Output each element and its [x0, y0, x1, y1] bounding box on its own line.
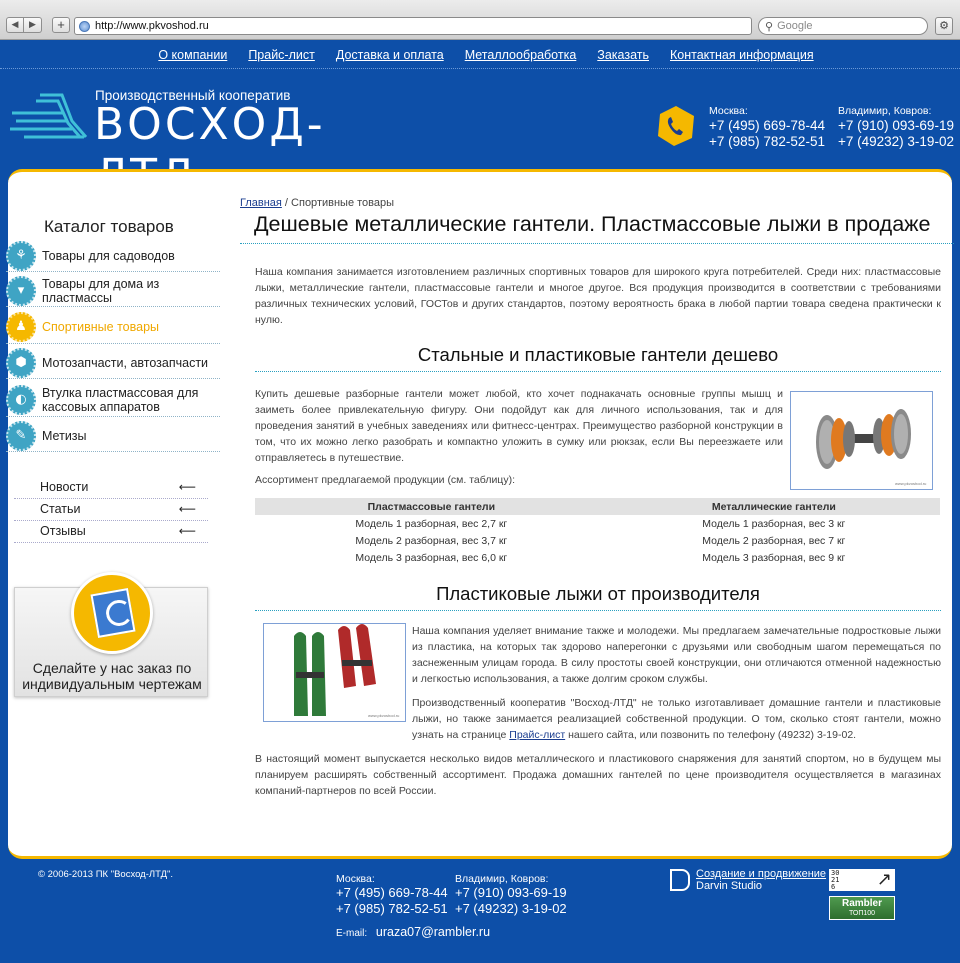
phone-number[interactable]: +7 (985) 782-52-51 [336, 901, 448, 916]
blueprint-icon [71, 572, 153, 654]
section-title-skis: Пластиковые лыжи от производителя [255, 583, 941, 611]
assortment-label: Ассортимент предлагаемой продукции (см. таблицу): [255, 474, 515, 486]
table-cell: Модель 3 разборная, вес 6,0 кг [355, 551, 508, 564]
logo-subtitle: Производственный кооператив [95, 88, 291, 103]
sidebar-item-label: Товары для садоводов [42, 249, 175, 263]
city-moscow: Москва: [336, 873, 375, 885]
sidebar-item-hardware[interactable] [6, 421, 220, 452]
sidebar-link-articles[interactable] [14, 502, 208, 521]
globe-icon [79, 21, 90, 32]
email-link[interactable]: uraza07@rambler.ru [375, 925, 491, 939]
sidebar-link-reviews[interactable] [14, 524, 208, 543]
contacts-vladimir [838, 105, 954, 150]
menu-delivery[interactable]: Доставка и оплата [335, 48, 444, 62]
footer-contacts-vladimir [455, 873, 567, 917]
intro-paragraph: Наша компания занимается изготовлением различных спортивных товаров для широкого круга потребителей. Среди них: пластмассовые лыжи, металлические гантели, пластмассовые гантели и многое другое. Вся продукция производится в соответствии с требованиями различных технических условий, ГОСТов и других стандартов, поэтому вероятность брака в любой партии товара сведена практически к нулю. [255, 266, 941, 326]
studio-credit [670, 868, 826, 892]
menu-contacts[interactable]: Контактная информация [670, 48, 814, 62]
menu-order[interactable]: Заказать [597, 48, 649, 62]
table-row [255, 549, 940, 566]
table-row [255, 515, 940, 532]
table-cell: Модель 1 разборная, вес 3 кг [702, 517, 846, 530]
breadcrumb [240, 197, 394, 209]
sidebar-link-label: Отзывы [40, 524, 86, 538]
contacts-moscow [709, 105, 825, 150]
search-input[interactable] [758, 17, 928, 35]
catalog-title: Каталог товаров [44, 217, 174, 236]
phone-number[interactable]: +7 (49232) 3-19-02 [455, 901, 567, 916]
sidebar-item-sport[interactable] [6, 311, 220, 344]
section-title-dumbbells: Стальные и пластиковые гантели дешево [255, 344, 941, 372]
custom-order-banner[interactable] [14, 587, 208, 697]
sidebar-item-moto[interactable] [6, 348, 220, 379]
new-tab-button[interactable]: + [52, 17, 70, 33]
dumbbell-illustration [791, 392, 932, 489]
table-cell: Модель 2 разборная, вес 3,7 кг [355, 534, 508, 547]
arrow-left-icon: ⟵ [178, 480, 196, 494]
dumbbells-paragraph: Купить дешевые разборные гантели может любой, кто хочет поднакачать основные группы мышц и заиметь более привлекательную фигуру. Они подойдут как для личного использования, так и для проведения занятий в учебных заведениях или фитнесс-центрах. Преимущество разборной конструкции в том, что их можно легко разобрать и компактно уложить в сумку или рюкзак, если Вы переезжаете или отправляетесь в путешествие. [255, 388, 783, 464]
menu-metalworking[interactable]: Металлообработка [464, 48, 577, 62]
phone-icon [656, 104, 696, 148]
table-header: Металлические гантели [608, 498, 940, 515]
sidebar-item-sleeve[interactable] [6, 383, 220, 417]
table-cell: Модель 3 разборная, вес 9 кг [702, 551, 846, 564]
screw-icon: ✎ [6, 421, 36, 451]
gear-part-icon: ⬢ [6, 348, 36, 378]
skis-image[interactable] [263, 623, 406, 722]
top-menu [0, 41, 960, 69]
counter-line: 6 [831, 883, 836, 891]
phone-number[interactable]: +7 (495) 669-78-44 [709, 118, 825, 133]
sidebar-item-label: Мотозапчасти, автозапчасти [42, 356, 209, 370]
bowling-pin-icon: ♟ [6, 312, 36, 342]
sleeve-icon: ◐ [6, 385, 36, 415]
sidebar-item-garden[interactable] [6, 241, 220, 272]
table-header: Пластмассовые гантели [255, 498, 608, 515]
logo-mark-icon [10, 91, 90, 143]
phone-number[interactable]: +7 (910) 093-69-19 [455, 885, 567, 900]
garden-icon: ⚘ [6, 241, 36, 271]
sidebar-item-label: Метизы [42, 429, 87, 443]
studio-name: Darvin Studio [696, 880, 763, 892]
rambler-top100-badge[interactable] [829, 896, 895, 920]
breadcrumb-home[interactable]: Главная [240, 197, 282, 209]
back-icon[interactable]: ◀ [6, 17, 24, 33]
sidebar-link-label: Статьи [40, 502, 81, 516]
menu-price[interactable]: Прайс-лист [248, 48, 315, 62]
dumbbell-image[interactable] [790, 391, 933, 490]
sidebar-item-label: Спортивные товары [42, 320, 160, 334]
url-text: http://www.pkvoshod.ru [95, 20, 209, 32]
cooperative-text-start: Производственный кооператив "Восход-ЛТД" не только изготавливает домашние гантели и пластиковые лыжи, но также занимается реализацией собственной продукции. О том, сколько стоят гантели, можно узнать на странице [412, 697, 941, 741]
settings-gear-icon[interactable]: ⚙ [935, 17, 953, 35]
custom-order-text: Сделайте у нас заказ по индивидуальным чертежам [22, 660, 202, 692]
sidebar-item-label: Товары для дома из пластмассы [42, 277, 160, 305]
browser-toolbar [0, 0, 960, 40]
cooperative-text-end: нашего сайта, или позвонить по телефону (49232) 3-19-02. [565, 729, 857, 741]
menu-about[interactable]: О компании [158, 48, 228, 62]
cooperative-paragraph [412, 695, 941, 743]
closing-paragraph: В настоящий момент выпускается несколько видов металлического и пластикового снаряжения для занятий спортом, но в будущем мы планируем расширять собственный ассортимент. Продажа домашних гантелей по цене производителя осуществляется в магазинах компаний-партнеров по всей России. [255, 753, 941, 797]
phone-number[interactable]: +7 (495) 669-78-44 [336, 885, 448, 900]
site-logo[interactable] [10, 87, 410, 153]
phone-number[interactable]: +7 (985) 782-52-51 [709, 134, 825, 149]
table-cell: Модель 2 разборная, вес 7 кг [702, 534, 846, 547]
sidebar-item-home-plastic[interactable] [6, 276, 220, 307]
table-row [255, 532, 940, 549]
sidebar-link-news[interactable] [14, 480, 208, 499]
breadcrumb-current: / Спортивные товары [281, 197, 395, 209]
page-title: Дешевые металлические гантели. Пластмассовые лыжи в продаже [240, 212, 954, 244]
counter-line: 30 [831, 869, 840, 877]
sidebar-item-label: Втулка пластмассовая для кассовых аппаратов [42, 385, 199, 414]
arrow-left-icon: ⟵ [178, 502, 196, 516]
image-caption: www.pkvoshod.ru [368, 713, 400, 718]
arrow-up-right-icon: ↗ [876, 869, 892, 890]
city-vladimir: Владимир, Ковров: [455, 873, 549, 885]
rambler-label: Rambler [841, 898, 882, 909]
phone-number[interactable]: +7 (49232) 3-19-02 [838, 134, 954, 149]
studio-link[interactable]: Создание и продвижение [696, 868, 827, 880]
counter-line: 21 [831, 876, 840, 884]
email-label: E-mail: [336, 928, 368, 939]
bucket-icon: ▾ [6, 276, 36, 306]
city-vladimir: Владимир, Ковров: [838, 105, 932, 117]
price-list-link[interactable]: Прайс-лист [509, 729, 566, 741]
rambler-top-label: ТОП100 [848, 910, 876, 917]
assortment-table [255, 498, 940, 566]
search-icon: ⚲ [765, 19, 774, 33]
city-moscow: Москва: [709, 105, 748, 117]
skis-paragraph: Наша компания уделяет внимание также и молодежи. Мы предлагаем замечательные подростковые лыжи из пластика, на которых так здорово наперегонки с друзьями или свободным шагом перемещаться по заснеженным улицам города. В силу простоты своей конструкции, они отличаются отменной надежностью и легкостью использования, а также долгим сроком службы. [412, 625, 941, 685]
logo-title: ВОСХОД- [94, 99, 326, 150]
table-header-row [255, 498, 940, 515]
phone-number[interactable]: +7 (910) 093-69-19 [838, 118, 954, 133]
darvin-logo-icon [670, 869, 690, 891]
image-caption: www.pkvoshod.ru [895, 481, 927, 486]
search-placeholder: Google [777, 20, 813, 32]
footer-contacts-moscow [336, 873, 448, 917]
nav-buttons [6, 17, 42, 33]
footer-email [336, 925, 490, 939]
copyright: © 2006-2013 ПК "Восход-ЛТД". [38, 869, 174, 880]
table-cell: Модель 1 разборная, вес 2,7 кг [355, 517, 508, 530]
arrow-left-icon: ⟵ [178, 524, 196, 538]
skis-illustration [264, 624, 405, 721]
sidebar-link-label: Новости [40, 480, 89, 494]
forward-icon[interactable]: ▶ [24, 17, 42, 33]
visit-counter[interactable] [829, 869, 895, 891]
address-bar[interactable] [74, 17, 752, 35]
